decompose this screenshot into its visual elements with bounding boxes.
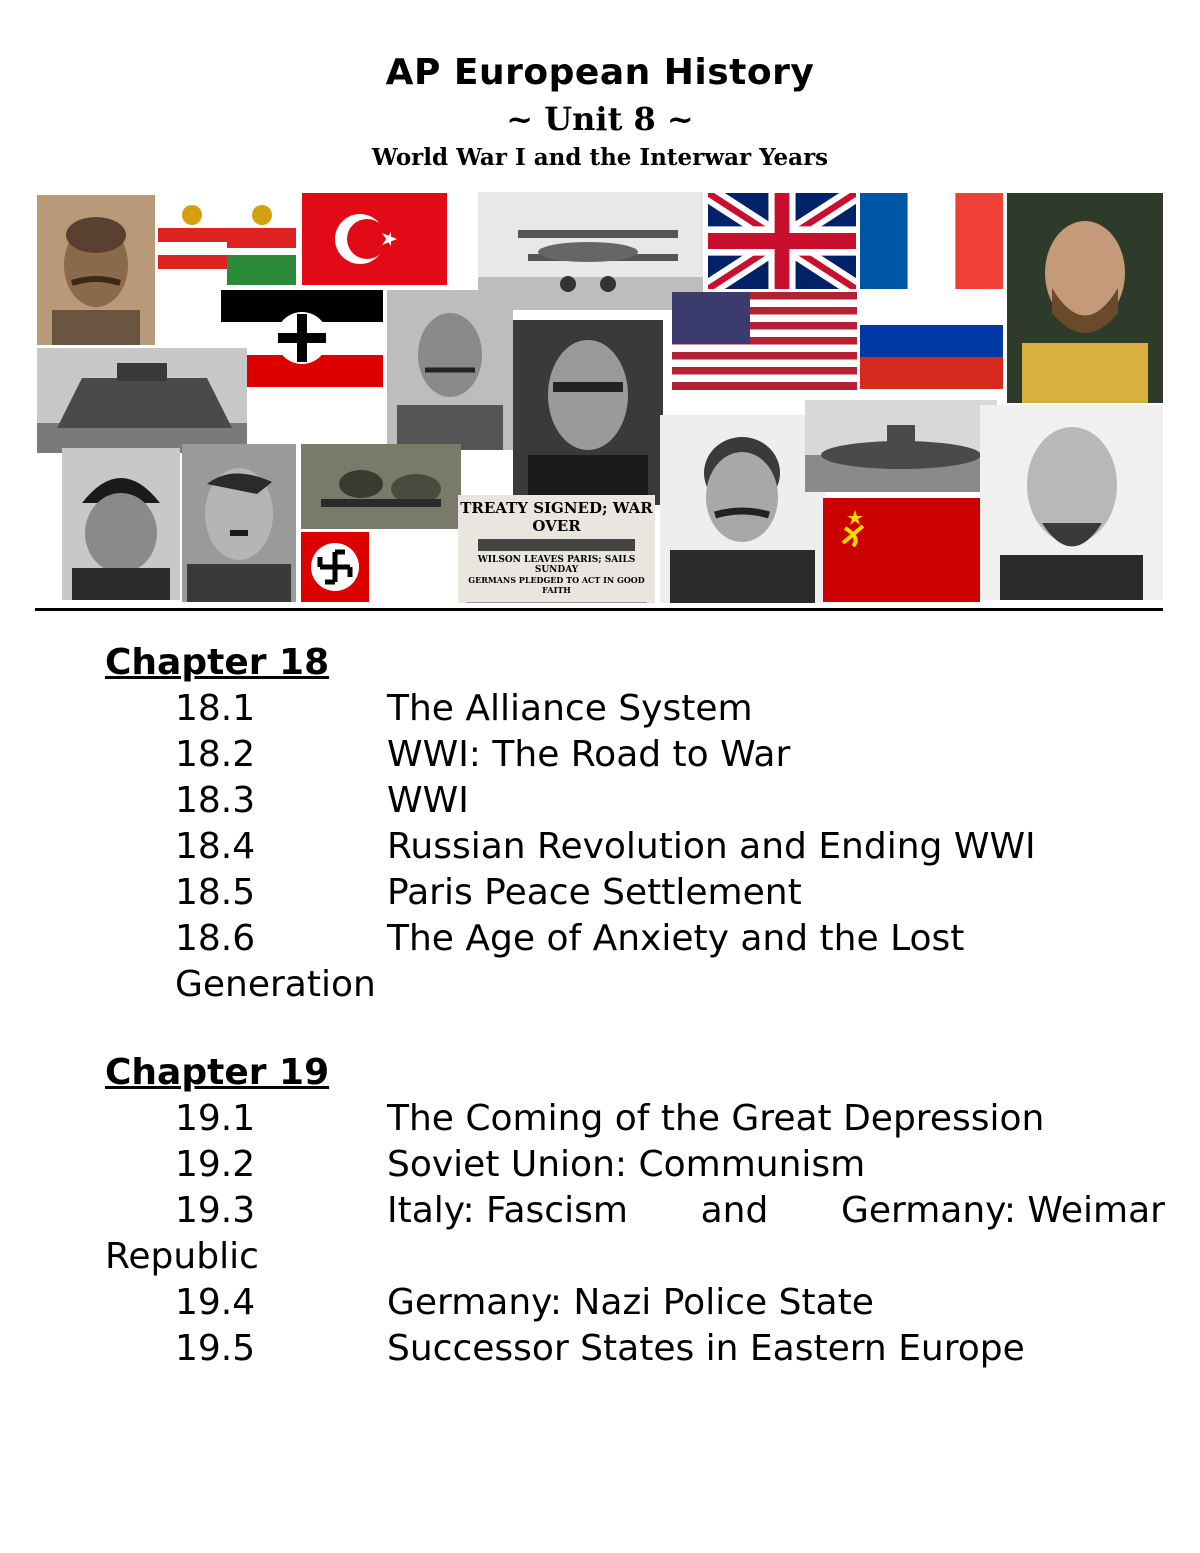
section-title: Russian Revolution and Ending WWI <box>387 826 1036 867</box>
section-title-part: Germany: Weimar <box>841 1190 1165 1231</box>
flag-france <box>860 193 1003 289</box>
section-row <box>105 824 1165 870</box>
section-title: WWI: The Road to War <box>387 734 791 775</box>
section-title-part: Italy: Fascism <box>387 1190 628 1231</box>
section-row <box>105 870 1165 916</box>
newspaper-headline-text: TREATY SIGNED; WAR OVER <box>460 499 653 535</box>
portrait-stalin <box>660 415 825 603</box>
flag-ussr <box>823 498 980 602</box>
section-number: 19.4 <box>175 1282 256 1323</box>
portrait-lenin <box>980 405 1163 600</box>
section-number: 19.2 <box>175 1144 256 1185</box>
section-title-continuation: Republic <box>105 1236 259 1277</box>
section-number: 19.5 <box>175 1328 256 1369</box>
section-number: 18.2 <box>175 734 256 775</box>
newspaper-line-1: WILSON LEAVES PARIS; SAILS SUNDAY <box>477 555 636 575</box>
section-title: Successor States in Eastern Europe <box>387 1328 1025 1369</box>
section-row <box>105 732 1165 778</box>
section-title: Soviet Union: Communism <box>387 1144 866 1185</box>
section-row <box>105 916 1165 962</box>
photo-submarine <box>805 400 997 492</box>
section-title: WWI <box>387 780 469 821</box>
flag-usa <box>672 292 857 390</box>
portrait-hitler <box>182 444 296 602</box>
section-row <box>105 1280 1165 1326</box>
newspaper-headline <box>458 495 655 603</box>
unit-subtitle: World War I and the Interwar Years <box>371 144 829 171</box>
section-title-justified <box>387 1188 1165 1234</box>
portrait-mussolini <box>62 448 180 600</box>
section-title: Germany: Nazi Police State <box>387 1282 874 1323</box>
section-number: 19.1 <box>175 1098 256 1139</box>
chapter-heading: Chapter 18 <box>105 642 330 683</box>
unit-heading: ~ Unit 8 ~ <box>506 100 694 138</box>
section-number: 18.5 <box>175 872 256 913</box>
flag-ottoman <box>302 193 447 285</box>
section-row <box>105 1096 1165 1142</box>
portrait-woodrow-wilson <box>513 320 663 505</box>
section-number: 18.3 <box>175 780 256 821</box>
flag-russia <box>860 293 1003 389</box>
section-title: The Alliance System <box>387 688 753 729</box>
photo-tank <box>37 348 247 453</box>
portrait-franz-ferdinand <box>37 195 155 345</box>
portrait-nicholas-ii <box>1007 193 1163 403</box>
portrait-wilhelm-ii <box>387 290 513 450</box>
flag-austria-hungary <box>158 193 296 285</box>
section-title: The Coming of the Great Depression <box>387 1098 1045 1139</box>
table-of-contents <box>105 640 1165 1372</box>
chapter-heading: Chapter 19 <box>105 1052 330 1093</box>
flag-nazi-germany <box>301 532 369 602</box>
document-title: AP European History <box>385 52 815 93</box>
section-number: 18.6 <box>175 918 256 959</box>
photo-soldiers <box>301 444 461 529</box>
divider-line <box>35 608 1163 611</box>
section-number: 18.1 <box>175 688 256 729</box>
section-title: The Age of Anxiety and the Lost <box>387 918 965 959</box>
flag-uk <box>708 193 856 289</box>
section-title-continuation: Generation <box>175 964 376 1005</box>
section-title: Paris Peace Settlement <box>387 872 802 913</box>
photo-collage <box>35 190 1165 605</box>
section-number: 19.3 <box>175 1190 256 1231</box>
section-row <box>105 1188 1165 1234</box>
section-title-part: and <box>700 1190 769 1231</box>
section-row <box>105 778 1165 824</box>
newspaper-line-2: GERMANS PLEDGED TO ACT IN GOOD FAITH <box>468 575 645 595</box>
section-row <box>105 1326 1165 1372</box>
section-row <box>105 686 1165 732</box>
section-row <box>105 1142 1165 1188</box>
section-number: 18.4 <box>175 826 256 867</box>
